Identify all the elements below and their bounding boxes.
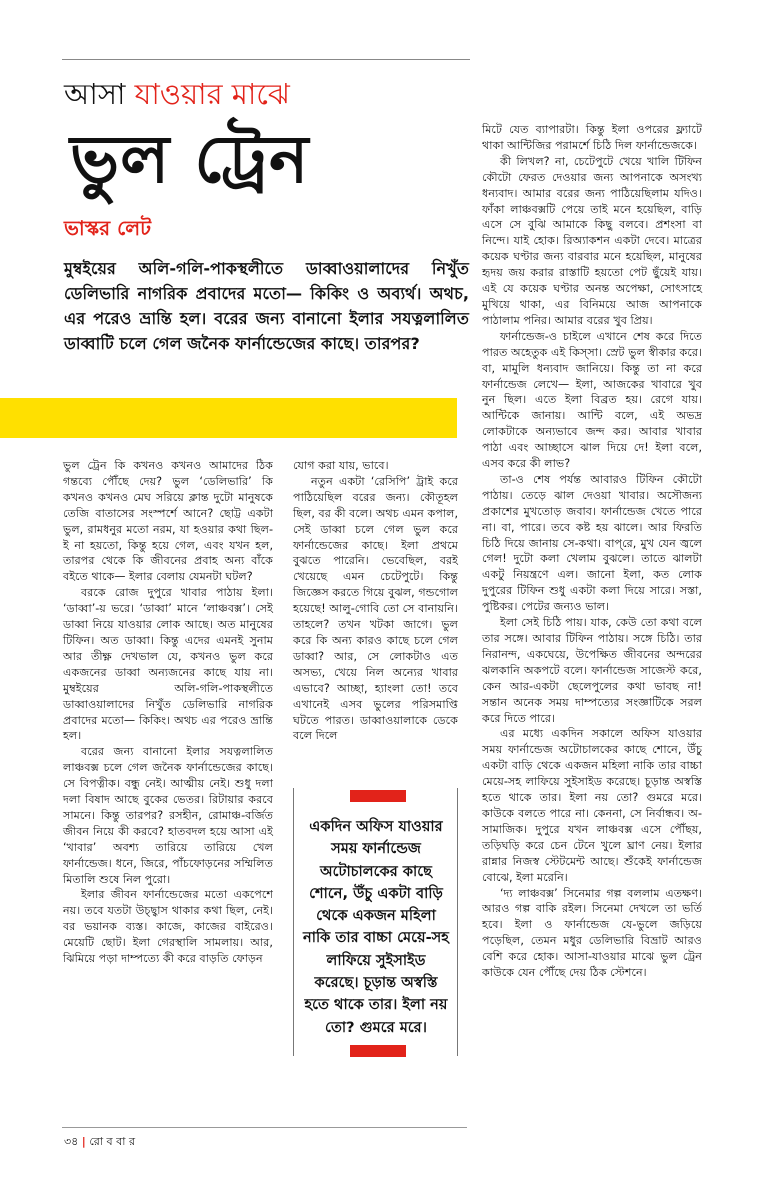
pull-quote-bottom-bar [350,1045,406,1057]
paragraph: ‘দ্য লাঞ্চবক্স’ সিনেমার গল্প বললাম এতক্ষণ। আরও গল্প বাকি রইল। সিনেমা দেখলে তা ভর্তি হবে। ইলা ও ফার্নান্ডেজ যে-ভুলে জড়িয়ে পড়েছিল, তেমন মধুর ডেলিভারি বিভ্রাট আরও বেশি করে হোক। আসা-যাওয়ার মাঝে ভুল ট্রেন কাউকে যেন পৌঁছে দেয় ঠিক স্টেশনে। [482,886,702,980]
paragraph: ইলার জীবন ফার্নান্ডেজের মতো একপেশে নয়। তবে যতটা উচ্ছ্বাস থাকার কথা ছিল, নেই। বর ভয়ানক ব্যস্ত। কাজে, কাজের বাইরেও। মেয়েটি ছোট। ইলা গেরস্থালি সামলায়। আর, ঝিমিয়ে পড়া দাম্পত্যে কী করে বাড়তি ফোড়ন [63,888,273,966]
paragraph: তা-ও শেষ পর্যন্ত আবারও টিফিন কৌটো পাঠায়। তেড়ে ঝাল দেওয়া খাবার। অসৌজন্য প্রকাশের মুখতোড় জবাব। ফার্নান্ডেজ খেতে পারে না। বা, পারে। তবে কষ্ট হয় ঝালে। আর ফিরতি চিঠি দিয়ে জানায় সে-কথা। বাপ্‌রে, মুখ যেন জ্বলে গেল! দুটো কলা খেলাম বুঝলে। তাতে ঝালটা একটু নিয়ন্ত্রণে এল। জানো ইলা, কত লোক দুপুরের টিফিন শুধু একটা কলা দিয়ে সারে। সস্তা, পুষ্টিকর। পেটের জন্যও ভাল। [482,472,702,614]
column-2 [293,458,458,744]
paragraph: ইলা সেই চিঠি পায়। যাক, কেউ তো কথা বলে তার সঙ্গে। আবার টিফিন পাঠায়। সঙ্গে চিঠি। তার নিরানন্দ, একঘেয়ে, উপেক্ষিত জীবনের অন্দরের ঝলকানি অকপটে বলে। ফার্নান্ডেজ সাজেস্ট করে, কেন আর-একটা ছেলেপুলের কথা ভাবছ না! সন্তান অনেক সময় দাম্পত্যের সংজ্ঞাটিকে সরল করে দিতে পারে। [482,616,702,725]
author-byline: ভাস্কর লেট [64,216,151,240]
paragraph: এর মধ্যে একদিন সকালে অফিস যাওয়ার সময় ফার্নান্ডেজ অটোচালকের কাছে শোনে, উঁচু একটা বাড়ি থেকে একজন মহিলা নাকি তার বাচ্চা মেয়ে-সহ লাফিয়ে সুইসাইড করেছে। চূড়ান্ত অস্বস্তি হতে থাকে তার। ইলা নয় তো? গুমরে মরে। কাউকে বলতে পারে না। কেননা, সে নির্বান্ধব। অ-সামাজিক। দুপুরে যখন লাঞ্চবক্স এসে পৌঁছয়, তড়িঘড়ি করে চেন টেনে খুলে ঘ্রাণ নেয়। ইলার রান্নার নিজস্ব স্টেটমেন্ট আছে। শুঁকেই ফার্নান্ডেজ বোঝে, ইলা মরেনি। [482,727,702,884]
footer-separator: | [81,1135,86,1148]
headline: ভুল ট্রেন [70,121,310,198]
paragraph: যোগ করা যায়, ভাবে। [293,459,389,472]
intro-paragraph: মুম্বইয়ের অলি-গলি-পাকস্থলীতে ডাব্বাওয়ালাদের নিখুঁত ডেলিভারি নাগরিক প্রবাদের মতো— কিকিং ও অব্যর্থ। অথচ, এর পরেও ভ্রান্তি হল। বরের জন্য বানানো ইলার সযত্নলালিত ডাব্বাটি চলে গেল জনৈক ফার্নান্ডেজের কাছে। তারপর? [64,259,469,353]
paragraph: মিটে যেত ব্যাপারটা। কিন্তু ইলা ওপরের ফ্ল্যাটে থাকা আন্টিজির পরামর্শে চিঠি দিল ফার্নান্ডেজকে। [482,123,702,152]
paragraph: ভুল ট্রেন কি কখনও কখনও আমাদের ঠিক গন্তব্যে পৌঁছে দেয়? ভুল ‘ডেলিভারি’ কি কখনও কখনও মেঘ সরিয়ে ক্লান্ত দুটো মানুষকে তেজি বাতাসের সংস্পর্শে আনে? ছোট্ট একটা ভুল, রামধনুর মতো নরম, যা হওয়ার কথা ছিল-ই না হয়তো, কিন্তু হয়ে গেল, এবং যখন হল, তারপর থেকে কি জীবনের প্রবাহ অন্য বাঁকে বইতে থাকে— ইলার বেলায় যেমনটা ঘটল? [63,459,273,584]
paragraph: বরের জন্য বানানো ইলার সযত্নলালিত লাঞ্চবক্স চলে গেল জনৈক ফার্নান্ডেজের কাছে। সে বিপত্নীক। বন্ধু নেই। আত্মীয় নেই। শুধু দলা দলা বিষাদ আছে বুকের ভেতর। রিটায়ার করবে সামনে। কিন্তু তারপর? রসহীন, রোমাঞ্চ-বর্জিত জীবন নিয়ে কী করবে? হাতবদল হয়ে আসা এই ‘খাবার’ অবশ্য তারিয়ে তারিয়ে খেল ফার্নান্ডেজ। ধনে, জিরে, পাঁচফোড়নের সম্মিলিত মিতালি শুষে নিল পুরো। [63,745,273,886]
pull-quote-box [293,788,458,1056]
footer-rule [62,1127,467,1128]
paragraph: নতুন একটা ‘রেসিপি’ ট্রাই করে পাঠিয়েছিল বরের জন্য। কৌতূহল ছিল, বর কী বলে। অথচ এমন কপাল, সেই ডাব্বা চলে গেল ভুল করে ফার্নান্ডেজের কাছে। ইলা প্রথমে বুঝতে পারেনি। ভেবেছিল, বরই খেয়েছে এমন চেটেপুটে। কিন্তু জিজ্ঞেস করতে গিয়ে বুঝল, গন্ডগোল হয়েছে! আলু-গোবি তো সে বানায়নি। তাহলে? তখন খটকা জাগে। ভুল করে কি অন্য কারও কাছে চলে গেল ডাব্বা? আর, সে লোকটাও এত অসভ্য, খেয়ে নিল অন্যের খাবার এভাবে? আচ্ছা, হ্যাংলা তো! তবে এখানেই এসব ভুলের পরিসমাপ্তি ঘটতে পারত। ডাব্বাওয়ালাকে ডেকে বলে দিলে [293,474,458,743]
paragraph: কী লিখল? না, চেটেপুটে খেয়ে খালি টিফিন কৌটো ফেরত দেওয়ার জন্য আপনাকে অসংখ্য ধন্যবাদ। আমার বরের জন্য পাঠিয়েছিলাম যদিও। ফাঁকা লাঞ্চবক্সটি পেয়ে তাই মনে হয়েছিল, বাড়ি এসে সে বুঝি আমাকে কিছু বলবে। প্রশংসা বা নিন্দে। যাই হোক। রিঅ্যাকশন একটা দেবে। মাত্রের কয়েক ঘণ্টার জন্য বারবার মনে হয়েছিল, মানুষের হৃদয় জয় করার রাস্তাটি হয়তো পেট ছুঁয়েই যায়। এই যে কয়েক ঘণ্টার অনন্ত অপেক্ষা, সোৎসাহে মুখিয়ে থাকা, এর বিনিময়ে আজ আপনাকে পাঠালাম পনির। আমার বরের খুব প্রিয়। [482,154,702,327]
top-rule [62,59,470,60]
yellow-band [0,398,457,438]
series-title-part1: আসা [64,77,126,111]
series-title [64,74,290,114]
paragraph: ফার্নান্ডেজ-ও চাইলে এখানে শেষ করে দিতে পারত অহেতুক এই কিস্সা। স্রেট ভুল স্বীকার করে। বা, মামুলি ধন্যবাদ জানিয়ে। কিন্তু তা না করে ফার্নান্ডেজ লেখে— ইলা, আজকের খাবারে খুব নুন ছিল। এতে ইলা বিব্রত হয়। রেগে যায়। আন্টিকে জানায়। আন্টি বলে, এই অভদ্র লোকটাকে অন্যভাবে জন্দ কর। আবার খাবার পাঠা এবং আচ্ছাসে ঝাল দিয়ে দে! ইলা বলে, এসব করে কী লাভ? [482,329,702,471]
paragraph: বরকে রোজ দুপুরে খাবার পাঠায় ইলা। ‘ডাব্বা’-য় ভরে। ‘ডাব্বা’ মানে ‘লাঞ্চবক্স’। সেই ডাব্বা নিয়ে যাওয়ার লোক আছে। অত মানুষের টিফিন। অত ডাব্বা। কিন্তু এদের এমনই সুনাম আর তীক্ষ্ণ দেখভাল যে, কখনও ভুল করে একজনের ডাব্বা অন্যজনের কাছে যায় না। মুম্বইয়ের অলি-গলি-পাকস্থলীতে ডাব্বাওয়ালাদের নিখুঁত ডেলিভারি নাগরিক প্রবাদের মতো— কিকিং। অথচ এর পরেও ভ্রান্তি হল। [63,586,273,743]
page-number: ৩৪ [64,1135,79,1148]
series-title-part2: যাওয়ার মাঝে [134,77,290,111]
pull-quote: একদিন অফিস যাওয়ার সময় ফার্নান্ডেজ অটোচালকের কাছে শোনে, উঁচু একটা বাড়ি থেকে একজন মহিলা নাকি তার বাচ্চা মেয়ে-সহ লাফিয়ে সুইসাইড করেছে। চূড়ান্ত অস্বস্তি হতে থাকে তার। ইলা নয় তো? গুমরে মরে। [303,818,449,1036]
page-footer [64,1135,135,1149]
pull-quote-top-bar [350,790,406,802]
section-name: রো ব বা র [89,1135,136,1148]
column-3 [482,122,702,981]
column-1 [63,458,273,967]
